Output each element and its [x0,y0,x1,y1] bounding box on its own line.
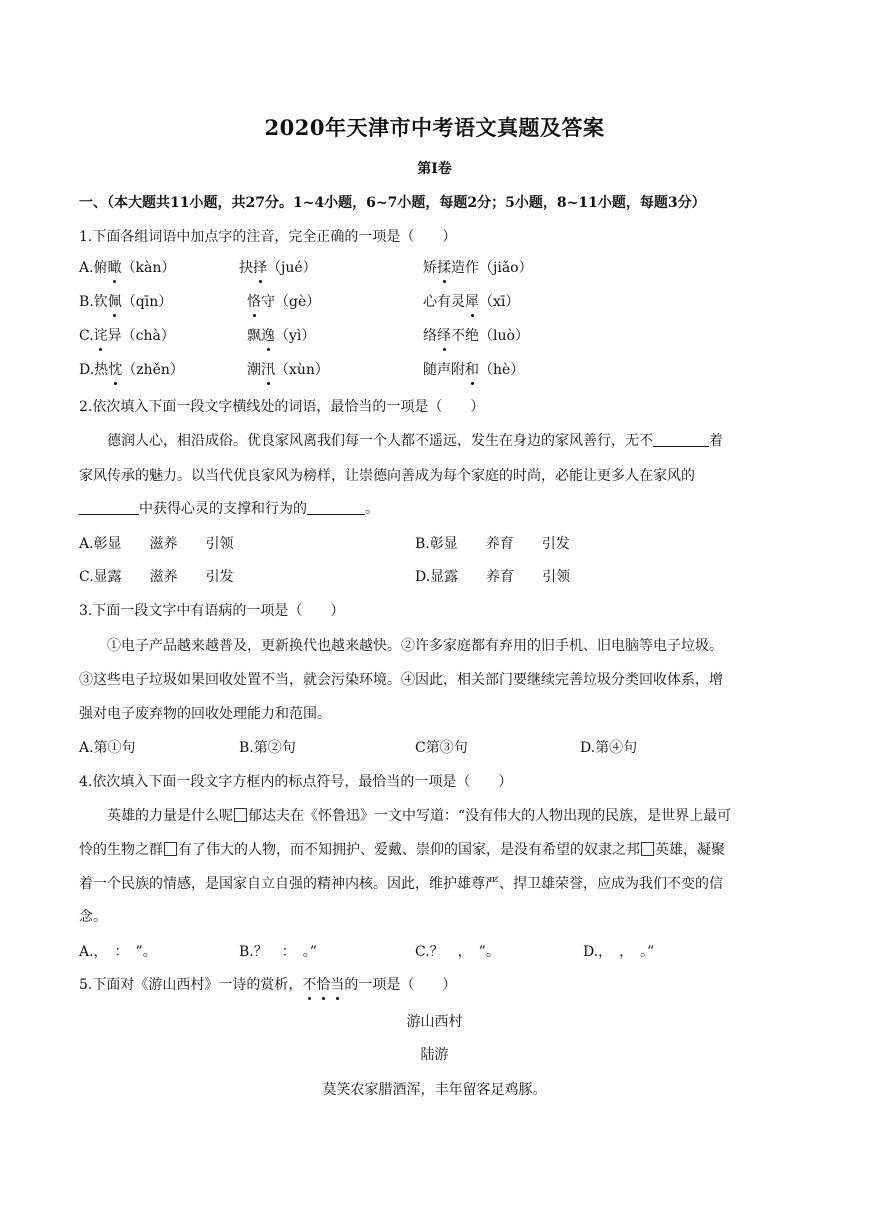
punctuation-box-2 [164,842,177,856]
question-4-option-b: B.？ ： 。” [239,944,317,960]
question-5-stem: 5.下面对《游山西村》一诗的赏析，不恰当的一项是（ ） [79,977,457,993]
poem-line-1: 莫笑农家腊酒浑，丰年留客足鸡豚。 [322,1082,547,1098]
question-2-passage-line-1: 德润人心，相沿成俗。优良家风离我们每一个人都不遥远，发生在身边的家风善行，无不 着 [107,433,723,449]
question-3-stem: 3.下面一段文字中有语病的一项是（ ） [79,603,345,619]
question-3-option-d: D.第④句 [580,740,638,756]
question-4-stem: 4.依次填入下面一段文字方框内的标点符号，最恰当的一项是（ ） [79,774,513,790]
question-4-passage-line-1: 英雄的力量是什么呢 郁达夫在《怀鲁迅》一文中写道：“没有伟大的人物出现的民族，是世界上最可 [107,808,732,824]
question-2-passage-line-2: 家风传承的魅力。以当代优良家风为榜样，让崇德向善成为每个家庭的时尚，必能让更多人在家风的 [79,468,695,484]
question-3-passage-line-1: ①电子产品越来越普及，更新换代也越来越快。②许多家庭都有弃用的旧手机、旧电脑等电子垃圾。 [107,638,723,654]
punctuation-box-1 [234,808,247,822]
blank-3 [307,500,365,515]
question-2-passage-line-3: 中获得心灵的支撑和行为的 。 [79,499,379,519]
question-2-option-b: B.彰显 养育 引发 [415,536,570,552]
question-2-option-d: D.显露 养育 引领 [415,569,571,585]
blank-2 [79,500,139,515]
question-4-passage-line-2: 怜的生物之群 有了伟大的人物，而不知拥护、爱戴、崇仰的国家，是没有希望的奴隶之邦 英雄，凝聚 [79,842,725,858]
punctuation-box-3 [641,842,654,856]
blank-1 [653,432,709,447]
question-2-option-c: C.显露 滋养 引发 [79,569,234,585]
poem-title: 游山西村 [406,1014,463,1030]
question-4-passage-line-4: 念。 [79,909,107,925]
exam-page: 2020年天津市中考语文真题及答案 第Ⅰ卷 一、（本大题共11小题，共27分。1~4小题，6~7小题，每题2分；5小题，8~11小题，每题3分） 1.下面各组词语中加点字的注音，完全正确的一项是（ ） A.俯瞰（kàn） 抉择（jué） 矫揉造作（jiǎo） B.钦佩（qīn） 恪守（gè） 心有灵犀（xī） C.诧异（chà） 飘逸（yì） 络绎不绝（luò） D.热忱（zhěn） 潮汛（xùn） 随声附和（hè） 2.依次填入下面一段文字横线处的词语，最恰当的一项是（ ） 德润人心，相沿成俗。优良家风离我们每一个人都不遥远，发生在身边的家风善行，无不 着 家风传承的魅力。以当代优良家风为榜样，让崇德向善成为每个家庭的时尚，必能让更多人在家风的 中获得心灵的支撑和行为的 。 A.彰显 滋养 引领 B.彰显 养育 引发 C.显露 滋养 引发 D.显露 养育 引领 3.下面一段文字中有语病的一项是（ ） ①电子产品越来越普及，更新换代也越来越快。②许多家庭都有弃用的旧手机、旧电脑等电子垃圾。 ③这些电子垃圾如果回收处置不当，就会污染环境。④因此，相关部门要继续完善垃圾分类回收体系，增 强对电子废弃物的回收处理能力和范围。 A.第①句 B.第②句 C第③句 D.第④句 4.依次填入下面一段文字方框内的标点符号，最恰当的一项是（ ） 英雄的力量是什么呢 郁达夫在《怀鲁迅》一文中写道：“没有伟大的人物出现的民族，是世界上最可 怜的生物之群 有了伟大的人物，而不知拥护、爱戴、崇仰的国家，是没有希望的奴隶之邦 英雄，凝聚 着一个民族的情感，是国家自立自强的精神内核。因此，维护雄尊严、捍卫雄荣誉，应成为我们不变的信 念。 A.， ： ”。 B.？ ： 。” C.？ ， ”。 D.， ， 。” 5.下面对《游山西村》一诗的赏析，不恰当的一项是（ ） 游山西村 陆游 莫笑农家腊酒浑，丰年留客足鸡豚。 [0,0,869,1228]
question-3-option-b: B.第②句 [239,740,296,756]
question-4-option-c: C.？ ， ”。 [415,944,500,960]
page-title: 2020年天津市中考语文真题及答案 [264,115,605,140]
question-3-passage-line-3: 强对电子废弃物的回收处理能力和范围。 [79,706,331,722]
question-4-passage-line-3: 着一个民族的情感，是国家自立自强的精神内核。因此，维护雄尊严、捍卫雄荣誉，应成为我们不变的信 [79,876,723,892]
volume-heading: 第Ⅰ卷 [417,161,452,177]
question-4-option-d: D.， ， 。” [583,944,655,960]
question-3-option-a: A.第①句 [79,740,136,756]
question-2-stem: 2.依次填入下面一段文字横线处的词语，最恰当的一项是（ ） [79,399,485,415]
question-3-option-c: C第③句 [415,740,468,756]
question-3-passage-line-2: ③这些电子垃圾如果回收处置不当，就会污染环境。④因此，相关部门要继续完善垃圾分类回收体系，增 [79,672,723,688]
section-heading: 一、（本大题共11小题，共27分。1~4小题，6~7小题，每题2分；5小题，8~11小题，每题3分） [79,195,706,211]
question-1-stem: 1.下面各组词语中加点字的注音，完全正确的一项是（ ） [79,229,457,245]
question-2-option-a: A.彰显 滋养 引领 [79,536,234,552]
question-4-option-a: A.， ： ”。 [79,944,157,960]
poem-author: 陆游 [420,1047,449,1063]
